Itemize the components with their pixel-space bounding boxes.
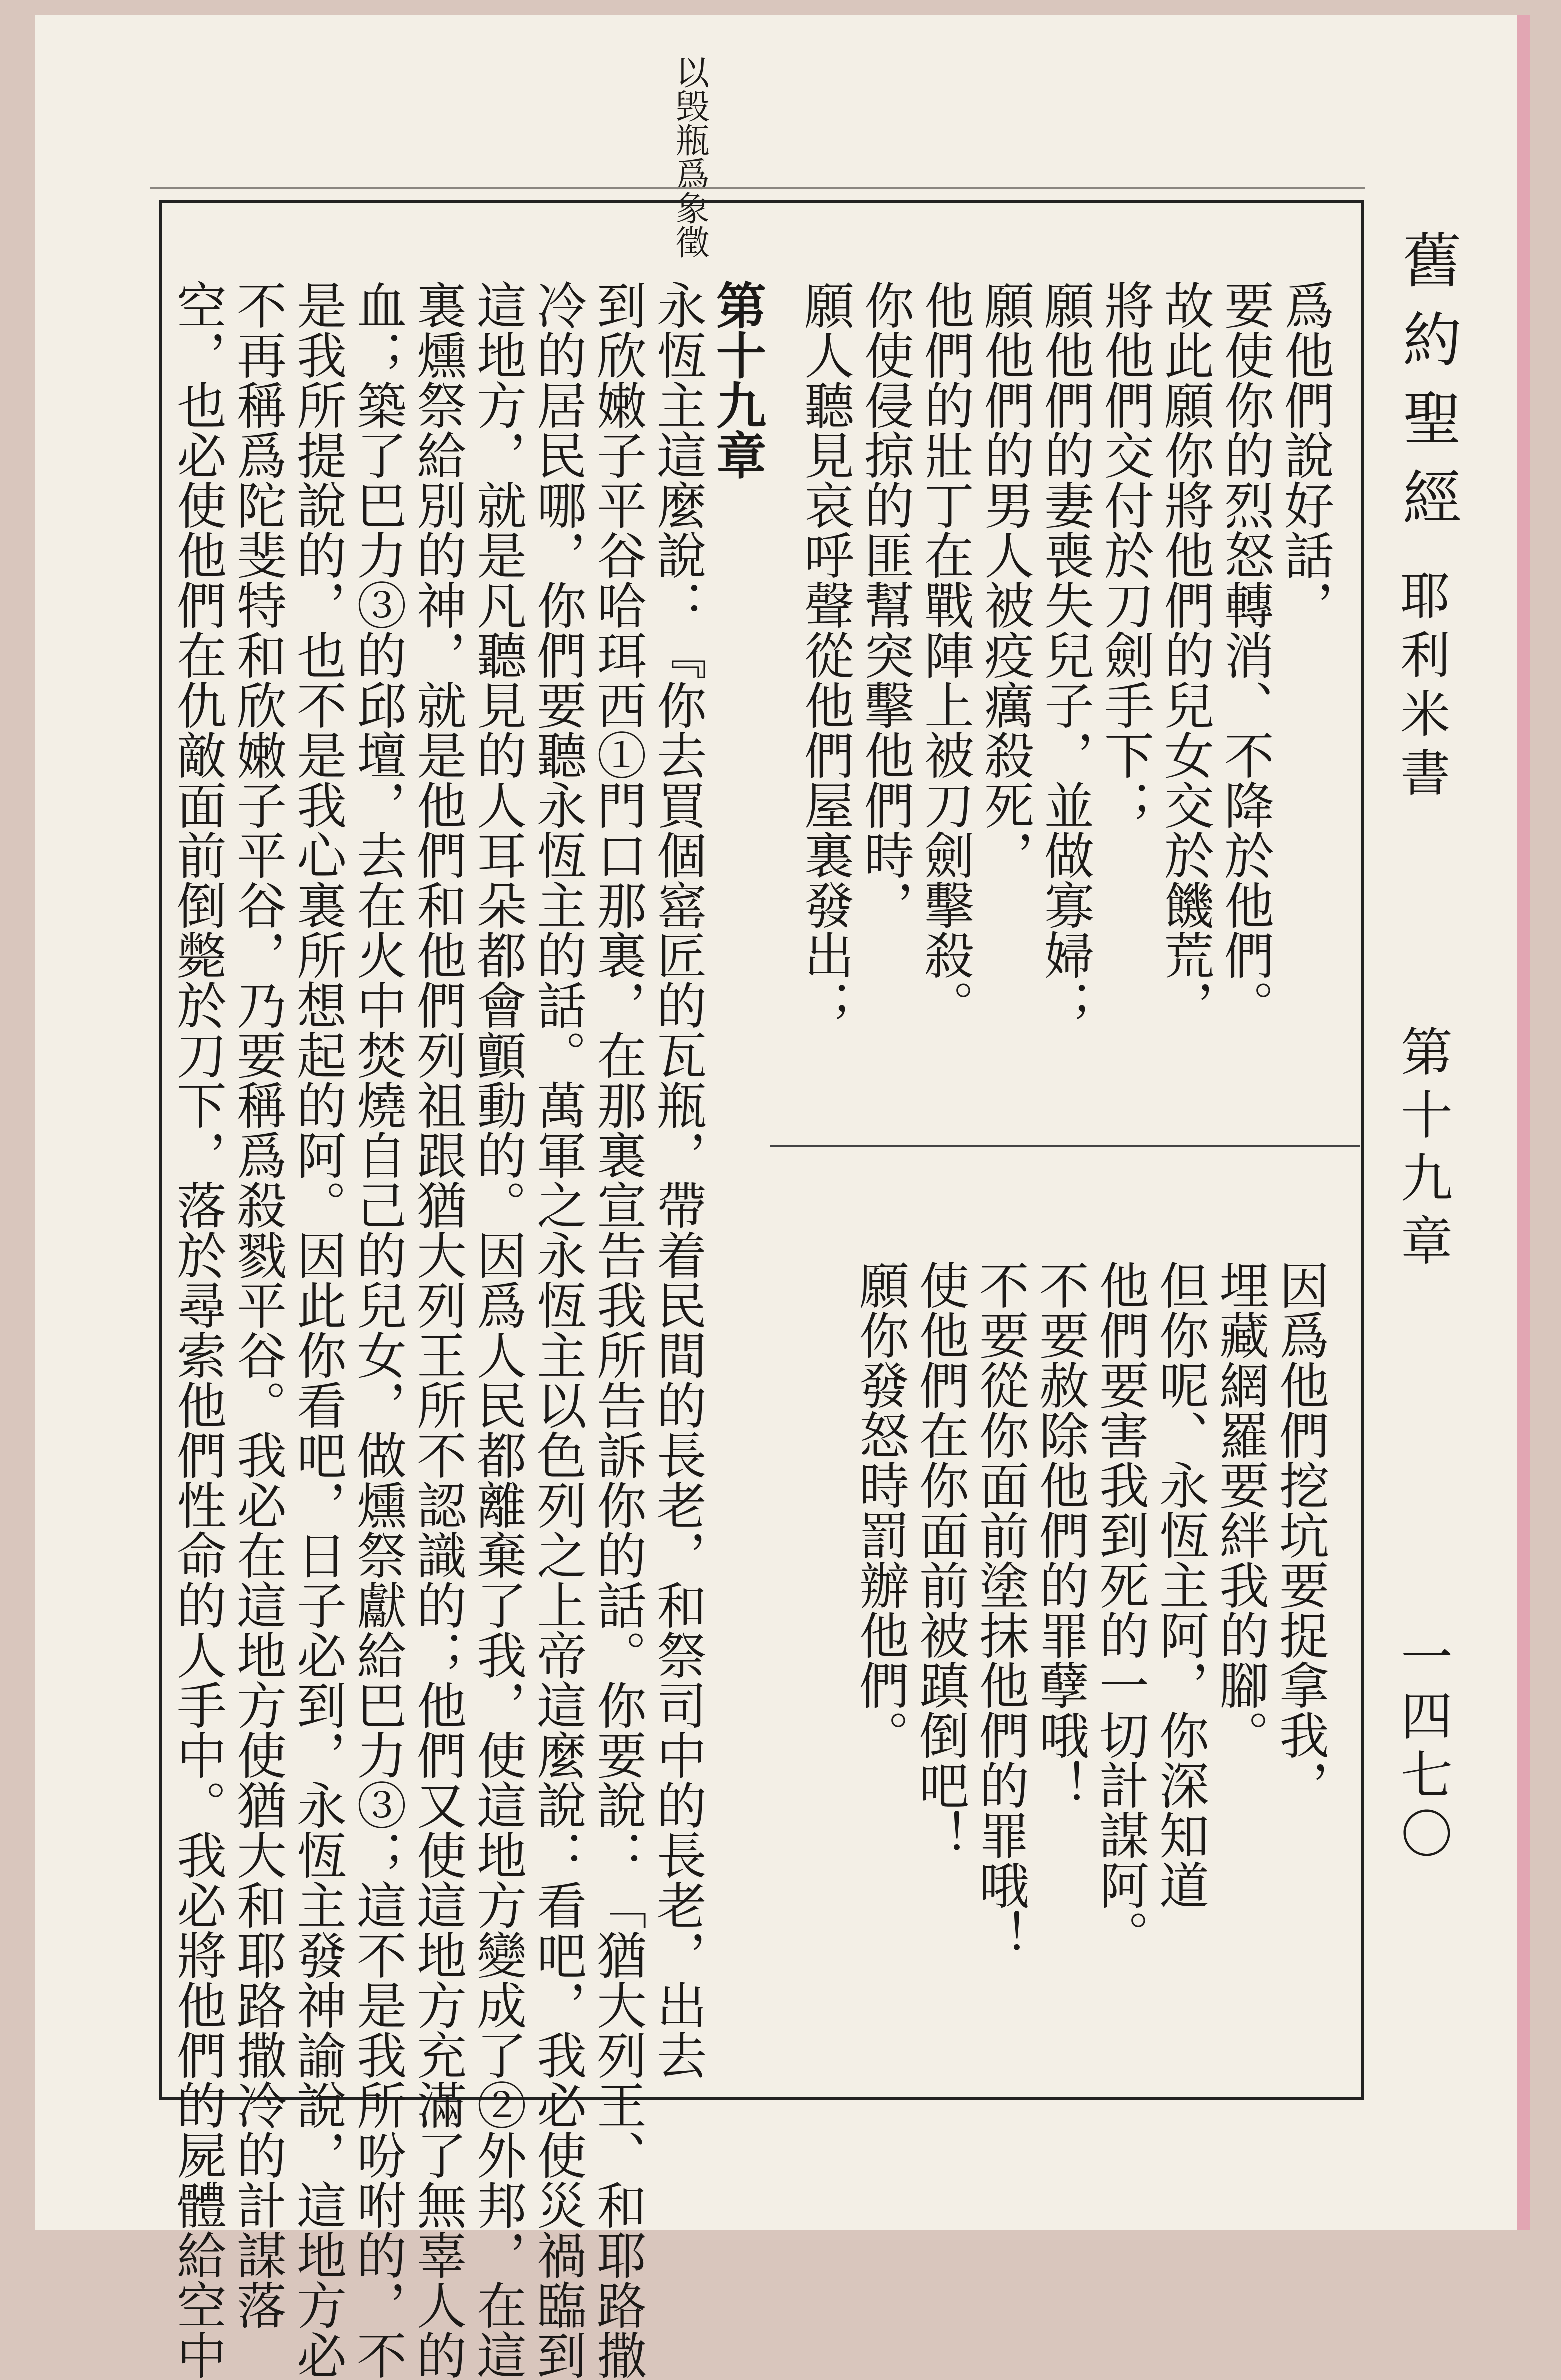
prose-line: 是我所提說的，也不是我心裏所想起的阿。因此你看吧，日子必到，永恆主發神諭說，這地方必 — [288, 280, 347, 2380]
prose-line: 這地方，就是凡聽見的人耳朵都會顫動的。因爲人民都離棄了我，使這地方變成了②外邦，在這 — [468, 280, 527, 2380]
verse-line: 願人聽見哀呼聲從他們屋裏發出； — [796, 280, 854, 1030]
chapter-19-prose — [168, 280, 768, 2380]
upper-poetry-section — [780, 280, 1335, 1130]
verse-line: 爲他們說好話， — [1276, 280, 1334, 630]
prose-line: 到欣嫩子平谷哈珥西①門口那裏，在那裏宣告我所告訴你的話。你要說：「猶大列王、和耶路撒 — [588, 280, 647, 2380]
verse-line: 他們的壯丁在戰陣上被刀劍擊殺。 — [916, 280, 974, 1030]
prose-line: 血；築了巴力③的邱壇，去在火中焚燒自己的兒女，做燻祭獻給巴力③；這不是我所吩咐的，不 — [348, 280, 407, 2380]
verse-line: 願他們的男人被疫癘殺死， — [976, 280, 1034, 880]
verse-line: 要使你的烈怒轉消、不降於他們。 — [1216, 280, 1274, 1030]
verse-line: 但你呢、永恆主阿，你深知道 — [1151, 1260, 1210, 1910]
margin-note: 以毁瓶爲象徵 — [670, 55, 710, 259]
page-number: 一四七〇 — [1392, 1630, 1453, 1866]
verse-line: 將他們交付於刀劍手下； — [1096, 280, 1154, 830]
verse-line: 願他們的妻喪失兒子，並做寡婦； — [1036, 280, 1094, 1030]
verse-line: 故此願你將他們的兒女交於饑荒， — [1156, 280, 1214, 1030]
running-header-book: 耶利米書 — [1392, 570, 1450, 806]
section-divider — [770, 1145, 1360, 1147]
verse-line: 願你發怒時罰辦他們。 — [851, 1260, 910, 1760]
running-header-chapter: 第十九章 — [1392, 1025, 1453, 1277]
prose-line: 冷的居民哪，你們要聽永恆主的話。萬軍之永恆主以色列之上帝這麼說：看吧，我必使災禍臨到 — [528, 280, 587, 2380]
verse-line: 埋藏網羅要絆我的腳。 — [1211, 1260, 1270, 1760]
verse-line: 因爲他們挖坑要捉拿我， — [1271, 1260, 1330, 1810]
lower-poetry-section — [820, 1260, 1330, 1960]
running-header-title: 舊約聖經 — [1393, 230, 1462, 546]
chapter-heading: 第十九章 — [708, 280, 767, 480]
verse-line: 他們要害我到死的一切計謀阿。 — [1091, 1260, 1150, 1960]
verse-line: 不要赦除他們的罪孽哦！ — [1031, 1260, 1090, 1810]
prose-line: 裏燻祭給別的神，就是他們和他們列祖跟猶大列王所不認識的；他們又使這地方充滿了無辜人的 — [408, 280, 467, 2380]
prose-line: 不再稱爲陀斐特和欣嫩子平谷，乃要稱爲殺戮平谷。我必在這地方使猶大和耶路撒冷的計謀落 — [228, 280, 287, 2330]
prose-line: 永恆主這麼說：『你去買個窰匠的瓦瓶，帶着民間的長老，和祭司中的長老，出去 — [648, 280, 707, 2080]
verse-line: 使他們在你面前被蹎倒吧！ — [911, 1260, 970, 1860]
verse-line: 你使侵掠的匪幫突擊他們時， — [856, 280, 914, 930]
verse-line: 不要從你面前塗抹他們的罪哦！ — [971, 1260, 1030, 1960]
prose-line: 空，也必使他們在仇敵面前倒斃於刀下，落於尋索他們性命的人手中。我必將他們的屍體給空中 — [168, 280, 227, 2380]
